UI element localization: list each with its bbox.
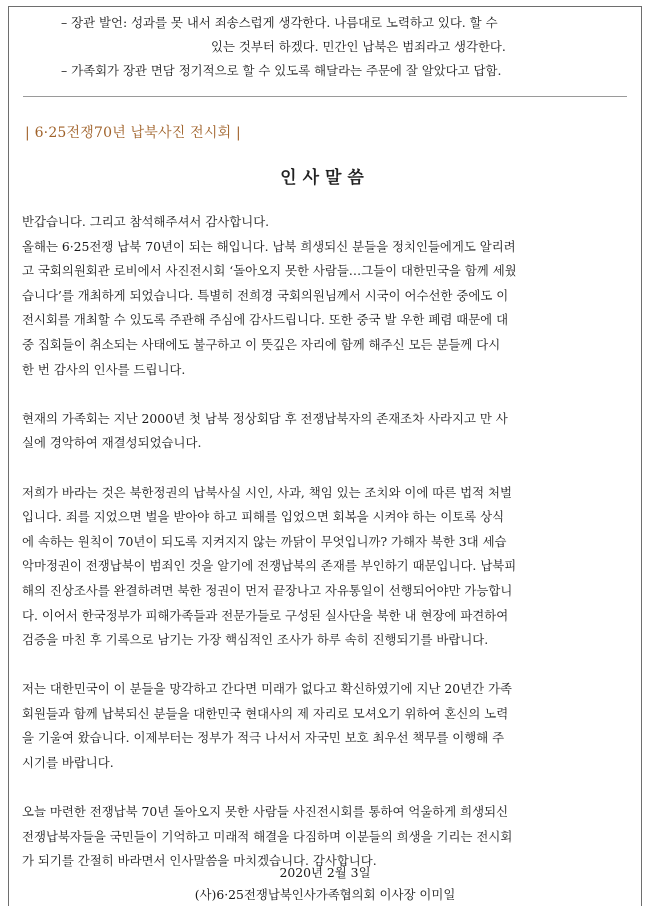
- paragraph-line: 악마정권이 전쟁납북이 범죄인 것을 알기에 전쟁납북의 존재를 부인하기 때문입니다. 납북피: [22, 558, 517, 574]
- paragraph-line: 중 집회들이 취소되는 사태에도 불구하고 이 뜻깊은 자리에 함께 해주신 모든 분들께 다시: [22, 336, 501, 352]
- document-page: [8, 6, 642, 906]
- paragraph-line: 저는 대한민국이 이 분들을 망각하고 간다면 미래가 없다고 확신하였기에 지난 20년간 가족: [22, 681, 512, 697]
- paragraph-line: 을 기울여 왔습니다. 이제부터는 정부가 적극 나서서 자국민 보호 최우선 책무를 이행해 주: [22, 730, 505, 746]
- letter-signature: (사)6·25전쟁납북인사가족협의회 이사장 이미일: [194, 887, 456, 902]
- paragraph-line: 고 국회의원회관 로비에서 사진전시회 ‘돌아오지 못한 사람들…그들이 대한민국을 함께 세웠: [22, 263, 517, 279]
- paragraph: [22, 210, 631, 382]
- letter-body: [22, 210, 631, 899]
- paragraph-line: 습니다’를 개최하게 되었습니다. 특별히 전희경 국회의원님께서 시국이 어수선한 중에도 이: [22, 287, 509, 303]
- paragraph-line: 다. 이어서 한국정부가 피해가족들과 전문가들로 구성된 실사단을 북한 내 현장에 파견하여: [22, 607, 509, 623]
- page-title: 인사말씀: [280, 168, 370, 188]
- letter-footer: [9, 862, 641, 906]
- note-item-2: – 가족회가 장관 면담 정기적으로 할 수 있도록 해달라는 주문에 잘 알았다고 답함.: [61, 63, 502, 78]
- divider-line: [23, 96, 627, 97]
- paragraph-line: 회원들과 함께 납북되신 분들을 대한민국 현대사의 제 자리로 모셔오기 위하여 혼신의 노력: [22, 705, 509, 721]
- letter-date: 2020년 2월 3일: [279, 865, 371, 880]
- meeting-notes: [9, 11, 641, 83]
- paragraph: [22, 677, 631, 775]
- paragraph-line: 오늘 마련한 전쟁납북 70년 돌아오지 못한 사람들 사진전시회를 통하여 억울하게 희생되신: [22, 804, 509, 820]
- paragraph-line: 가 되기를 간절히 바라면서 인사말씀을 마치겠습니다. 감사합니다.: [22, 853, 377, 869]
- paragraph: [22, 407, 631, 456]
- note-item-1-line-2: 있는 것부터 하겠다. 민간인 납북은 범죄라고 생각한다.: [211, 39, 506, 54]
- paragraph-line: 전쟁납북자들을 국민들이 기억하고 미래적 해결을 다짐하며 이분들의 희생을 기리는 전시회: [22, 828, 513, 844]
- paragraph-line: 에 속하는 원칙이 70년이 되도록 지켜지지 않는 까닭이 무엇입니까? 가해자 북한 3대 세습: [22, 533, 507, 549]
- paragraph-line: 한 번 감사의 인사를 드립니다.: [22, 361, 186, 377]
- paragraph-line: 시기를 바랍니다.: [22, 755, 114, 771]
- paragraph-line: 반갑습니다. 그리고 참석해주셔서 감사합니다.: [22, 214, 270, 229]
- paragraph-line: 저희가 바라는 것은 북한정권의 납북사실 시인, 사과, 책임 있는 조치와 이에 따른 법적 처벌: [22, 484, 512, 500]
- paragraph-line: 입니다. 죄를 지었으면 벌을 받아야 하고 피해를 입었으면 회복을 시켜야 하는 이토록 상식: [22, 509, 505, 525]
- paragraph: [22, 481, 631, 653]
- section-title: | 6·25전쟁70년 납북사진 전시회 |: [25, 125, 241, 141]
- paragraph-line: 올해는 6·25전쟁 납북 70년이 되는 해입니다. 납북 희생되신 분들을 정치인들에게도 알리려: [22, 238, 516, 254]
- paragraph-line: 해의 진상조사를 완결하려면 북한 정권이 먼저 끝장나고 자유통일이 선행되어야만 가능합니: [22, 582, 513, 598]
- paragraph-line: 실에 경악하여 재결성되었습니다.: [22, 435, 202, 451]
- paragraph-line: 검증을 마친 후 기록으로 남기는 가장 핵심적인 조사가 하루 속히 진행되기를 바랍니다.: [22, 632, 489, 648]
- paragraph-line: 현재의 가족회는 지난 2000년 첫 남북 정상회담 후 전쟁납북자의 존재조차 사라지고 만 사: [22, 410, 508, 426]
- note-item-1-line-1: – 장관 발언: 성과를 못 내서 죄송스럽게 생각한다. 나름대로 노력하고 있다. 할 수: [61, 15, 498, 30]
- paragraph-line: 전시회를 개최할 수 있도록 주관해 주심에 감사드립니다. 또한 중국 발 우한 폐렴 때문에 대: [22, 312, 509, 328]
